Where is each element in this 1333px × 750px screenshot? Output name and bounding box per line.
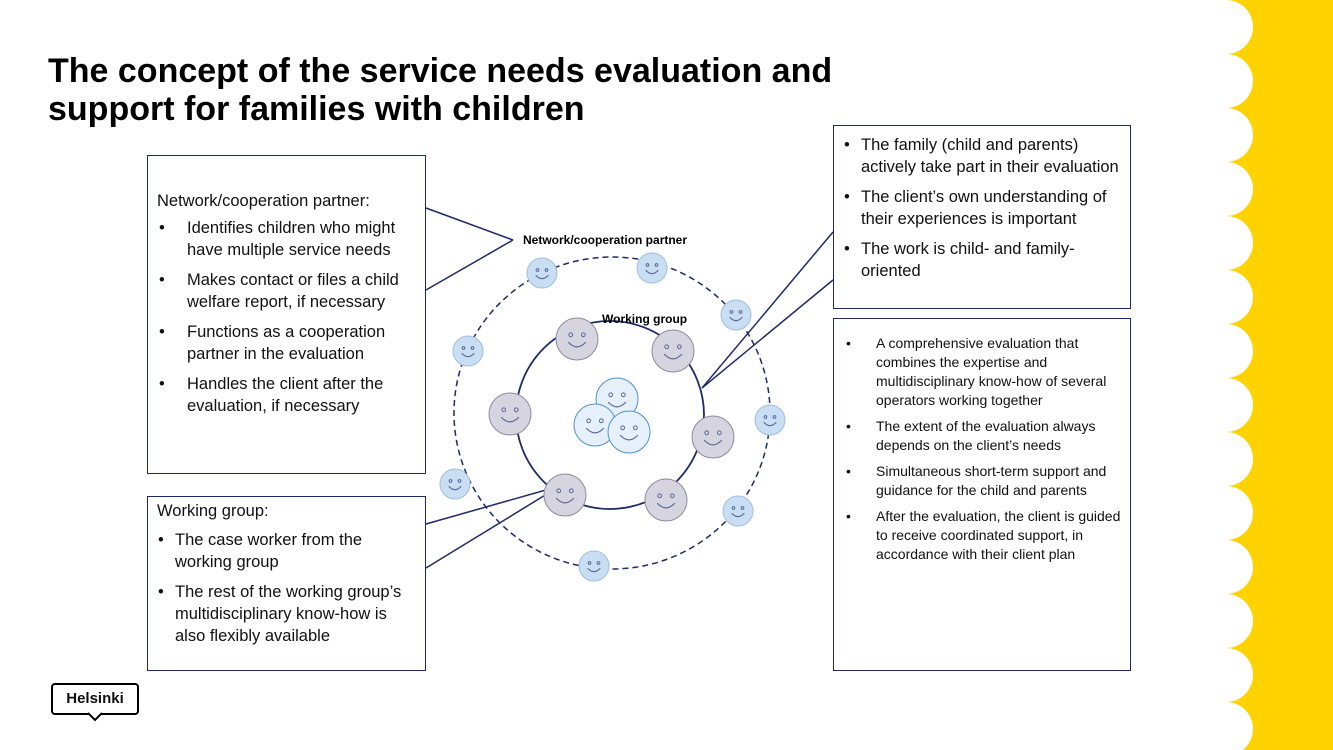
network-callout-line-upper	[426, 208, 513, 240]
evaluation-callout	[833, 318, 1131, 671]
helsinki-logo: Helsinki	[51, 683, 139, 715]
network-partner-face-icon	[579, 551, 609, 581]
slide-title: The concept of the service needs evaluation and support for families with children	[48, 52, 833, 128]
working-group-face-icon	[556, 318, 598, 360]
list-item: • After the evaluation, the client is guided to receive coordinated support, in accordance with their client plan	[844, 507, 1122, 564]
network-partner-face-icon	[755, 405, 785, 435]
working-group-callout-line-lower	[426, 486, 560, 568]
network-partner-list	[157, 217, 417, 417]
working-group-face-icon	[645, 479, 687, 521]
network-partner-callout	[147, 155, 426, 474]
network-partner-heading: Network/cooperation partner:	[157, 192, 370, 210]
list-item: • The work is child- and family-oriented	[842, 238, 1124, 282]
list-item: • Identifies children who might have multiple service needs	[157, 217, 417, 261]
network-circle-label: Network/cooperation partner	[523, 233, 688, 247]
network-partner-face-icon	[440, 469, 470, 499]
family-callout-line-lower	[702, 280, 833, 388]
network-callout-line-lower	[426, 240, 513, 290]
working-group-list	[157, 529, 417, 647]
working-group-heading: Working group:	[157, 502, 269, 520]
network-partner-face-icon	[527, 258, 557, 288]
list-item: • The extent of the evaluation always depends on the client’s needs	[844, 417, 1122, 455]
network-partner-face-icon	[637, 253, 667, 283]
list-item: • The client’s own understanding of their experiences is important	[842, 186, 1124, 230]
network-partner-face-icon	[723, 496, 753, 526]
evaluation-list	[844, 334, 1122, 564]
list-item: • Simultaneous short-term support and guidance for the child and parents	[844, 462, 1122, 500]
list-item: • Functions as a cooperation partner in the evaluation	[157, 321, 417, 365]
list-item: • The case worker from the working group	[157, 529, 417, 573]
family-face-icon	[608, 411, 650, 453]
list-item: • Handles the client after the evaluation, if necessary	[157, 373, 417, 417]
working-group-face-icon	[544, 474, 586, 516]
list-item: • A comprehensive evaluation that combines the expertise and multidisciplinary know-how of several operators working together	[844, 334, 1122, 410]
list-item: • The family (child and parents) actively take part in their evaluation	[842, 134, 1124, 178]
family-list	[842, 134, 1124, 282]
logo-notch	[88, 712, 102, 722]
working-group-face-icon	[652, 330, 694, 372]
family-callout	[833, 125, 1131, 309]
working-group-face-icon	[489, 393, 531, 435]
working-group-face-icon	[692, 416, 734, 458]
working-group-callout	[147, 496, 426, 671]
working-group-circle-label: Working group	[602, 312, 688, 326]
list-item: • The rest of the working group’s multidisciplinary know-how is also flexibly available	[157, 581, 417, 647]
list-item: • Makes contact or files a child welfare report, if necessary	[157, 269, 417, 313]
network-partner-face-icon	[721, 300, 751, 330]
network-partner-face-icon	[453, 336, 483, 366]
